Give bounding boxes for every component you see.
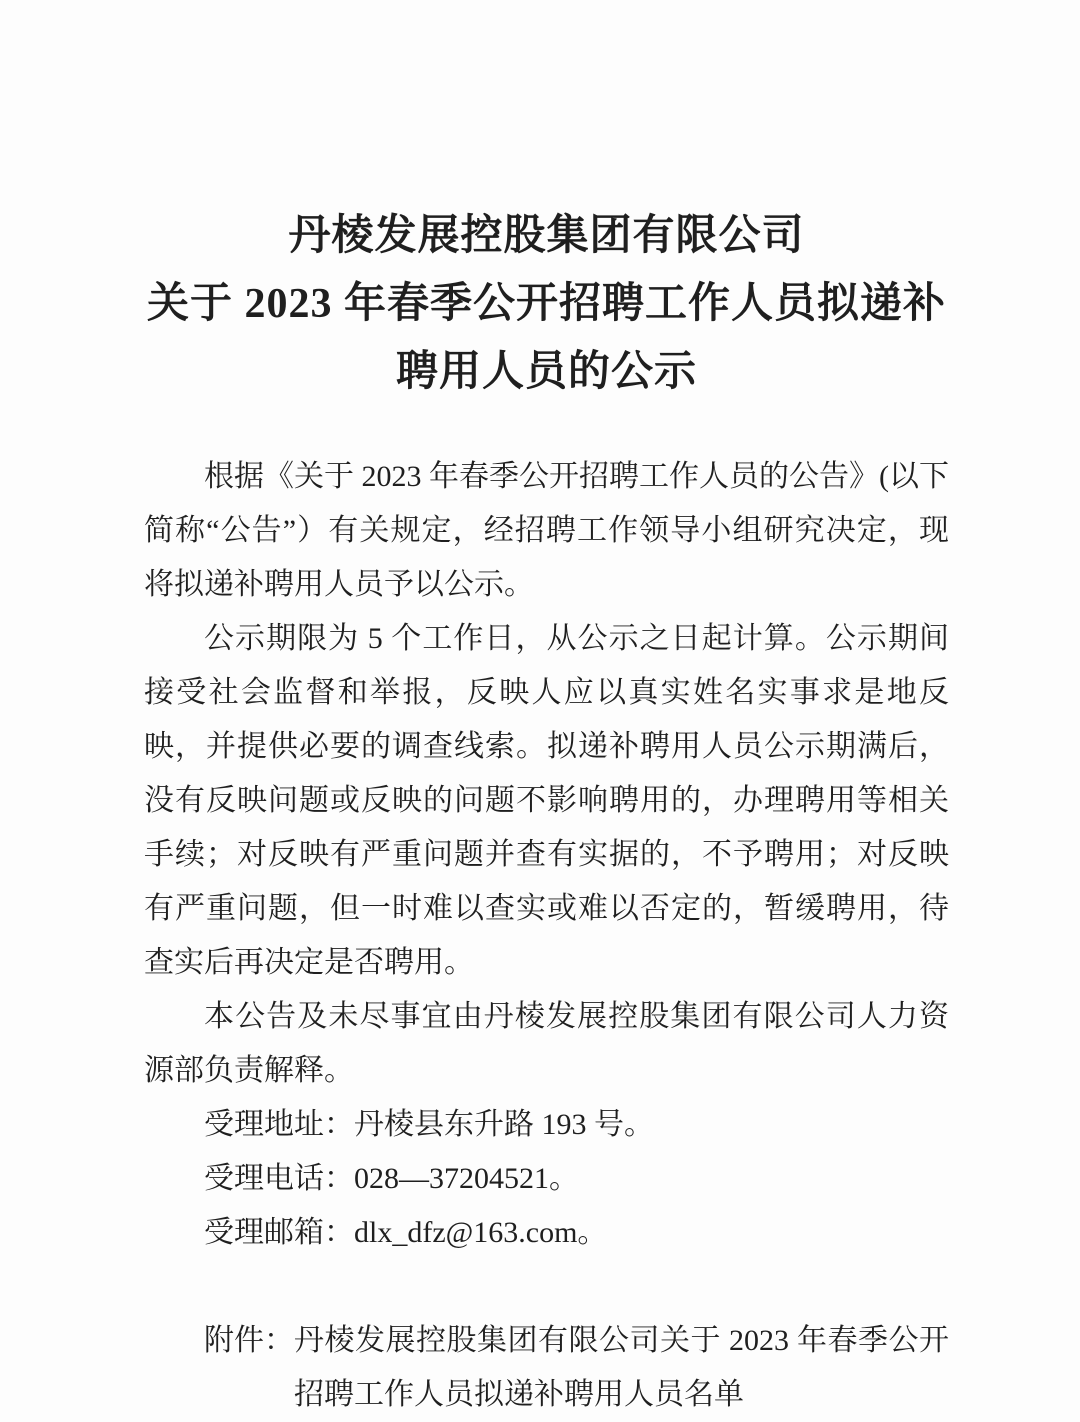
paragraph-basis: 根据《关于 2023 年春季公开招聘工作人员的公告》(以下简称“公告”）有关规定，经招聘工作领导小组研究决定，现将拟递补聘用人员予以公示。 xyxy=(144,460,949,601)
contact-phone-value: 028—37204521。 xyxy=(354,1162,579,1195)
title-line-subject: 关于 2023 年春季公开招聘工作人员拟递补 xyxy=(146,281,946,327)
attachment-text: 丹棱发展控股集团有限公司关于 2023 年春季公开招聘工作人员拟递补聘用人员名单 xyxy=(294,1324,949,1411)
contact-address-line xyxy=(204,1098,949,1152)
attachment-label: 附件： xyxy=(204,1324,294,1357)
contact-address-value: 丹棱县东升路 193 号。 xyxy=(354,1108,654,1141)
contact-phone-label: 受理电话： xyxy=(204,1162,354,1195)
title-line-company: 丹棱发展控股集团有限公司 xyxy=(288,213,805,259)
contact-email-line xyxy=(204,1206,949,1260)
paragraph-interpretation: 本公告及未尽事宜由丹棱发展控股集团有限公司人力资源部负责解释。 xyxy=(144,1000,949,1087)
paragraph-publicity-rules: 公示期限为 5 个工作日，从公示之日起计算。公示期间接受社会监督和举报，反映人应以真实姓名实事求是地反映，并提供必要的调查线索。拟递补聘用人员公示期满后，没有反映问题或反映的问题不影响聘用的，办理聘用等相关手续；对反映有严重问题并查有实据的，不予聘用；对反映有严重问题，但一时难以查实或难以否定的，暂缓聘用，待查实后再决定是否聘用。 xyxy=(144,622,949,979)
title-line-subject-cont: 聘用人员的公示 xyxy=(395,349,697,395)
contact-email-label: 受理邮箱： xyxy=(204,1216,354,1249)
attachment-note xyxy=(204,1314,949,1422)
contact-address-label: 受理地址： xyxy=(204,1108,354,1141)
contact-phone-line xyxy=(204,1152,949,1206)
document-body xyxy=(144,450,949,1422)
contact-email-value: dlx_dfz@163.com。 xyxy=(354,1216,608,1249)
document-title xyxy=(144,202,949,406)
